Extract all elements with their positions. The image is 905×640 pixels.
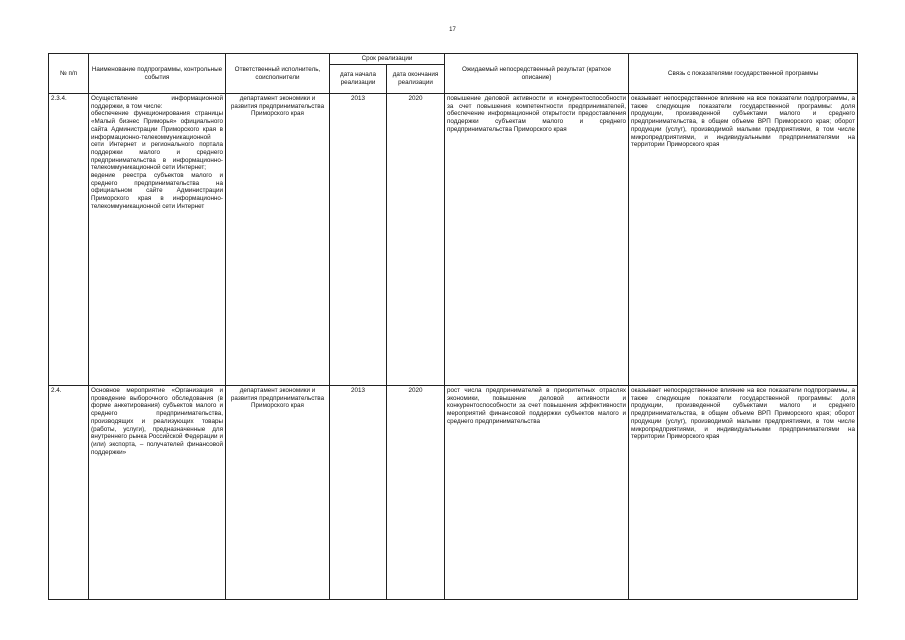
row-start: 2013 [330, 94, 387, 386]
header-link: Связь с показателями государственной программы [629, 54, 858, 94]
row-end: 2020 [387, 386, 445, 600]
header-period: Срок реализации [330, 54, 445, 65]
row-link: оказывает непосредственное влияние на все показатели подпрограммы, а также следующие показатели государственной программы: доля продукции, произведенной субъектами малого и среднего предпринимательства, в общем объеме ВРП Приморского края; оборот продукции (услуг), производимой малыми предприятиями, в том числе микропредприятиями, и индивидуальными предпринимателями на территории Приморского края [629, 94, 858, 386]
table-row [49, 386, 858, 600]
row-link: оказывает непосредственное влияние на все показатели подпрограммы, а также следующие показатели государственной программы: доля продукции, произведенной субъектами малого и среднего предпринимательства, в общем объеме ВРП Приморского края; оборот продукции (услуг), производимой малыми предприятиями, в том числе микропредприятиями, и индивидуальными предпринимателями на территории Приморского края [629, 386, 858, 600]
row-responsible: департамент экономики и развития предпринимательства Приморского края [226, 94, 330, 386]
header-start: дата начала реализации [330, 65, 387, 94]
row-name: Основное мероприятие «Организация и проведение выборочного обследования (в форме анкетирования) субъектов малого и среднего предпринимательства, производящих и реализующих товары (работы, услуги), предназначенные для внутреннего рынка Российской Федерации и (или) экспорта, – получателей финансовой поддержки» [89, 386, 226, 600]
header-num: № п/п [49, 54, 89, 94]
header-end: дата окончания реализации [387, 65, 445, 94]
row-name: Осуществление информационной поддержки, в том числе: обеспечение функционирования страницы «Малый бизнес Приморья» официального сайта Администрации Приморского края в информационно-телекоммуникационной сети Интернет и регионального портала поддержки малого и среднего предпринимательства в информационно-телекоммуникационной сети Интернет; ведение реестра субъектов малого и среднего предпринимательства на официальном сайте Администрации Приморского края в информационно-телекоммуникационной сети Интернет [89, 94, 226, 386]
header-responsible: Ответственный исполнитель, соисполнители [226, 54, 330, 94]
header-result: Ожидаемый непосредственный результат (краткое описание) [445, 54, 629, 94]
row-responsible: департамент экономики и развития предпринимательства Приморского края [226, 386, 330, 600]
program-table [48, 53, 858, 600]
row-result: повышение деловой активности и конкурентоспособности за счет повышения компетентности предпринимателей, обеспечение информационной открытости предоставления поддержки субъектам малого и среднего предпринимательства Приморского края [445, 94, 629, 386]
row-start: 2013 [330, 386, 387, 600]
row-num: 2.4. [49, 386, 89, 600]
table-row [49, 94, 858, 386]
row-num: 2.3.4. [49, 94, 89, 386]
page-number: 17 [449, 27, 456, 33]
row-end: 2020 [387, 94, 445, 386]
row-result: рост числа предпринимателей в приоритетных отраслях экономики, повышение деловой активности и конкурентоспособности за счет повышения эффективности мероприятий финансовой поддержки субъектов малого и среднего предпринимательства [445, 386, 629, 600]
header-name: Наименование подпрограммы, контрольные события [89, 54, 226, 94]
